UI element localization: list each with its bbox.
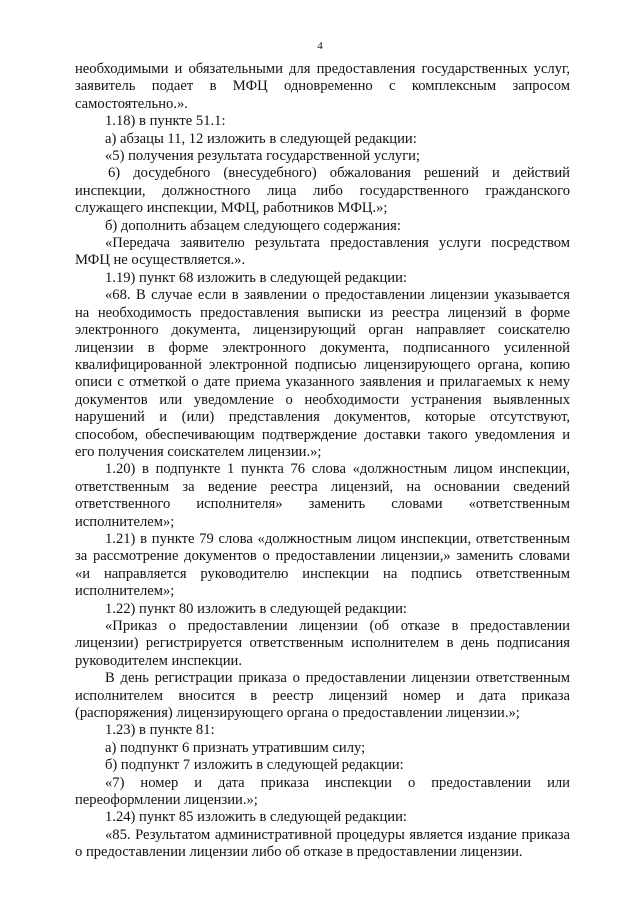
paragraph: В день регистрации приказа о предоставлении лицензии ответственным исполнителем вносится в реестр лицензий номер и дата приказа (распоряжения) лицензирующего органа о предоставлении лицензии.»; <box>75 670 570 722</box>
paragraph: «7) номер и дата приказа инспекции о предоставлении или переоформлении лицензии.»; <box>75 774 570 809</box>
paragraph: б) дополнить абзацем следующего содержания: <box>105 217 401 234</box>
paragraph: «68. В случае если в заявлении о предоставлении лицензии указывается на необходимость предоставления выписки из реестра лицензий в форме электронного документа, лицензирующий орган направляет соискателю лицензии в форме электронного документа, подписанного усиленной квалифицированной электронной подписью лицензирующего органа, копию описи с отметкой о дате приема указанного заявления и прилагаемых к нему документов или уведомление о необходимости устранения выявленных нарушений и (или) представления документов, которые отсутствуют, способом, обеспечивающим подтверждение доставки такого уведомления и его получения соискателем лицензии.»; <box>75 287 570 460</box>
paragraph: «5) получения результата государственной услуги; <box>105 148 421 165</box>
paragraph: 1.19) пункт 68 изложить в следующей редакции: <box>105 269 407 286</box>
paragraph: 1.24) пункт 85 изложить в следующей редакции: <box>105 809 407 826</box>
paragraph: необходимыми и обязательными для предоставления государственных услуг, заявитель подает в МФЦ одновременно с комплексным запросом самостоятельно.». <box>75 61 570 112</box>
paragraph: «Передача заявителю результата предоставления услуги посредством МФЦ не осуществляется.». <box>75 235 570 269</box>
paragraph: 1.22) пункт 80 изложить в следующей редакции: <box>105 600 407 617</box>
paragraph: а) подпункт 6 признать утратившим силу; <box>105 739 366 756</box>
paragraph: 6) досудебного (внесудебного) обжалования решений и действий инспекции, должностного лица либо государственного гражданского служащего инспекции, МФЦ, работников МФЦ.»; <box>75 165 570 217</box>
paragraph: 1.21) в пункте 79 слова «должностным лицом инспекции, ответственным за рассмотрение документов о предоставлении лицензии,» заменить словами «и направляется руководителю инспекции на подпись ответственным исполнителем»; <box>75 530 570 600</box>
paragraph: «Приказ о предоставлении лицензии (об отказе в предоставлении лицензии) регистрируется ответственным исполнителем в день подписания руководителем инспекции. <box>75 618 570 669</box>
paragraph: б) подпункт 7 изложить в следующей редакции: <box>105 757 404 774</box>
page-number: 4 <box>317 40 323 52</box>
paragraph: 1.20) в подпункте 1 пункта 76 слова «должностным лицом инспекции, ответственным за ведение реестра лицензий, на основании сведений ответственного исполнителя» заменить словами «ответственным исполнителем»; <box>75 461 570 530</box>
paragraph: «85. Результатом административной процедуры является издание приказа о предоставлении лицензии либо об отказе в предоставлении лицензии. <box>75 826 570 861</box>
paragraph: 1.23) в пункте 81: <box>105 722 215 739</box>
paragraph: 1.18) в пункте 51.1: <box>105 113 226 130</box>
paragraph: а) абзацы 11, 12 изложить в следующей редакции: <box>105 130 417 147</box>
document-body <box>75 61 570 862</box>
